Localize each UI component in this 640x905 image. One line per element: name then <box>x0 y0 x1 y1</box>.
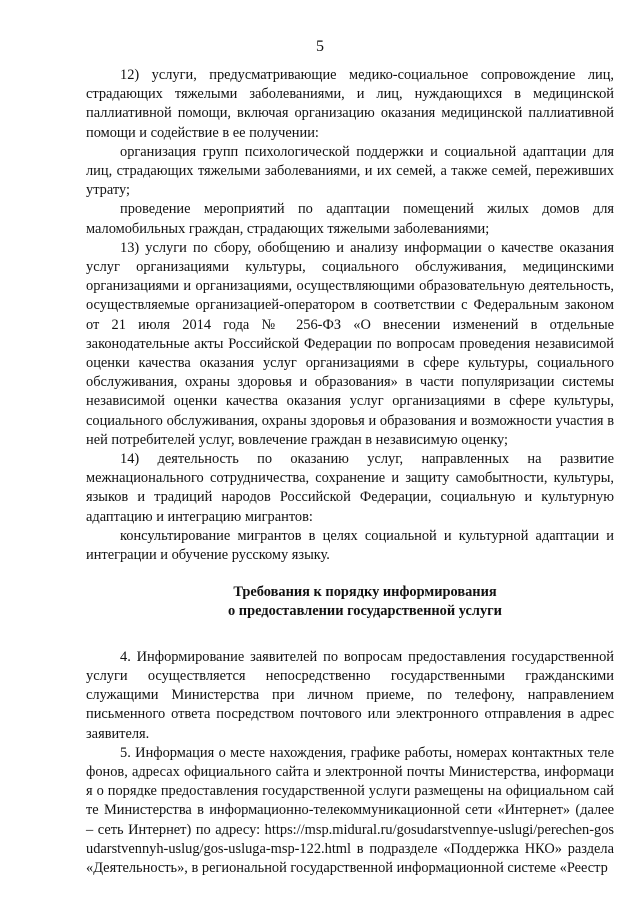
paragraph-clause-4: 4. Информирование заявителей по вопросам предоставления государственной услуги осуществляется непосредственно государственными гражданскими служащими Министерства при личном приеме, по телефону, направлением письменного ответа посредством почтового или электронного отправления в адрес заявителя. <box>86 648 614 742</box>
paragraph-item-12: 12) услуги, предусматривающие медико-социальное сопровождение лиц, страдающих тяжелыми заболеваниями, и лиц, нуждающихся в медицинской паллиативной помощи, включая организацию оказания медицинской паллиативной помощи и содействие в ее получении: <box>86 67 614 141</box>
page-number: 5 <box>316 38 324 55</box>
section-heading-line-1: Требования к порядку информирования <box>233 584 497 601</box>
section-heading-line-2: о предоставлении государственной услуги <box>228 603 502 620</box>
document-body <box>86 66 614 878</box>
paragraph-housing-adaptation: проведение мероприятий по адаптации помещений жилых домов для маломобильных граждан, страдающих тяжелыми заболеваниями; <box>86 201 614 237</box>
paragraph-psych-support: организация групп психологической поддержки и социальной адаптации для лиц, страдающих тяжелыми заболеваниями, и их семей, а также семей, переживших утрату; <box>86 143 614 199</box>
paragraph-item-14: 14) деятельность по оказанию услуг, направленных на развитие межнационального сотрудничества, сохранение и защиту самобытности, культуры, языков и традиций народов Российской Федерации, социальную и культурную адаптацию и интеграцию мигрантов: <box>86 451 614 525</box>
paragraph-item-13: 13) услуги по сбору, обобщению и анализу информации о качестве оказания услуг организациями культуры, социального обслуживания, медицинскими организациями и организациями, осуществляющими образовательную деятельность, осуществляемые организацией-оператором в соответствии с Федеральным законом от 21 июля 2014 года № 256-ФЗ «О внесении изменений в отдельные законодательные акты Российской Федерации по вопросам проведения независимой оценки качества оказания услуг организациями в сфере культуры, социального обслуживания, охраны здоровья и образования» в части популяризации системы независимой оценки качества оказания услуг организациями в сфере культуры, социального обслуживания, охраны здоровья и образования и возможности участия в ней потребителей услуг, вовлечение граждан в независимую оценку; <box>86 239 614 448</box>
section-heading <box>86 583 614 621</box>
paragraph-migrant-consulting: консультирование мигрантов в целях социальной и культурной адаптации и интеграции и обучение русскому языку. <box>86 527 614 564</box>
paragraph-clause-5: 5. Информация о месте нахождения, графике работы, номерах контактных телефонов, адресах официального сайта и электронной почты Министерства, информация о порядке предоставления государственной услуги размещены на официальном сайте Министерства в информационно-телекоммуникационной сети «Интернет» (далее – сеть Интернет) по адресу: https://msp.midural.ru/gosudarstvennye-uslugi/perechen-gosudarstvennyh-uslug/gos-usluga-msp-122.html в подразделе «Поддержка НКО» раздела «Деятельность», в региональной государственной информационной системе «Реестр <box>86 744 614 876</box>
